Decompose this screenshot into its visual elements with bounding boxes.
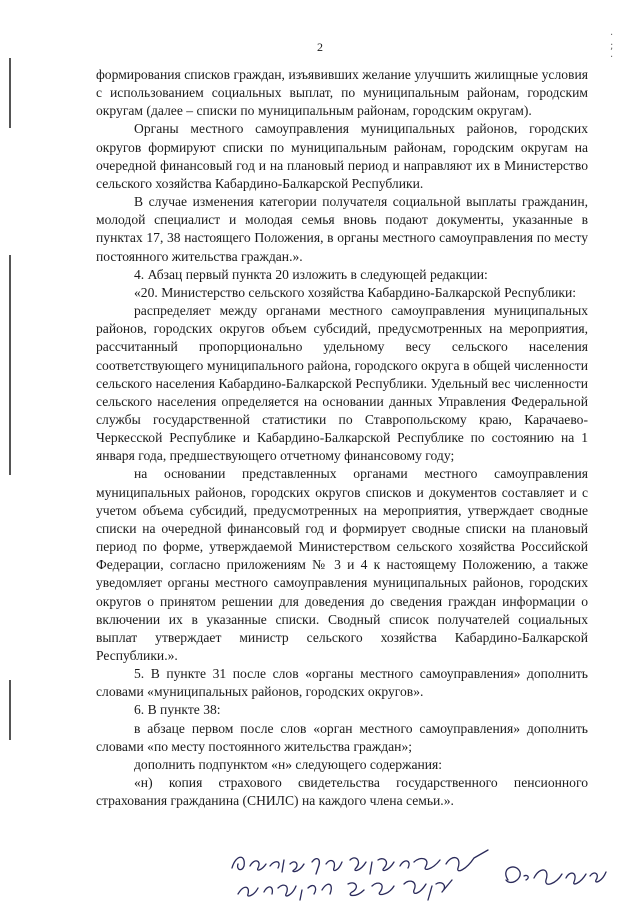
paragraph: Органы местного самоуправления муниципальных районов, городских округов формируют списки по муниципальным районам, городским округам на очередной финансовый год и на плановый период и направляют их в Министерство сельского хозяйства Кабардино-Балкарской Республики. bbox=[96, 121, 588, 191]
signature-scribble bbox=[0, 840, 640, 905]
handwritten-signature bbox=[0, 840, 640, 905]
paragraph: «н) копия страхового свидетельства государственного пенсионного страхования гражданина (СНИЛС) на каждого члена семьи.». bbox=[96, 775, 588, 809]
document-body bbox=[96, 66, 588, 810]
margin-rule-bottom bbox=[9, 680, 11, 740]
paragraph: на основании представленных органами местного самоуправления муниципальных районов, городских округов списков и документов составляет и с учетом объема субсидий, предусмотренных на мероприятия, утверждает сводные списки на очередной финансовый год и формирует сводные списки на плановый период по форме, утверждаемой Министерством сельского хозяйства Российской Федерации, согласно приложениям № 3 и 4 к настоящему Положению, а также уведомляет органы местного самоуправления муниципальных районов, городских округов о принятом решении для доведения до сведения граждан информации о включении их в указанные списки. Сводный список получателей социальных выплат утверждает министр сельского хозяйства Кабардино-Балкарской Республики.». bbox=[96, 466, 588, 663]
paragraph: 6. В пункте 38: bbox=[134, 702, 221, 718]
paragraph: 5. В пункте 31 после слов «органы местного самоуправления» дополнить словами «муниципальных районов, городских округов». bbox=[96, 666, 588, 700]
paragraph: распределяет между органами местного самоуправления муниципальных районов, городских округов объем субсидий, предусмотренных на мероприятия, рассчитанный пропорционально удельному весу сельского населения соответствующего муниципального района, городского округа в общей численности сельского населения Кабардино-Балкарской Республики. Удельный вес численности сельского населения определяется на основании данных Управления Федеральной службы государственной статистики по Ставропольскому краю, Карачаево-Черкесской Республике и Кабардино-Балкарской Республике по состоянию на 1 января года, предшествующего отчетному финансовому году; bbox=[96, 303, 588, 464]
page-number: 2 bbox=[317, 40, 323, 54]
paragraph: дополнить подпунктом «н» следующего содержания: bbox=[134, 756, 443, 772]
margin-rule-top bbox=[9, 58, 11, 128]
paragraph: 4. Абзац первый пункта 20 изложить в следующей редакции: bbox=[134, 266, 488, 282]
edge-mark: · ; · bbox=[610, 30, 614, 63]
paragraph: в абзаце первом после слов «орган местного самоуправления» дополнить словами «по месту постоянного жительства граждан»; bbox=[96, 720, 588, 754]
paragraph: «20. Министерство сельского хозяйства Кабардино-Балкарской Республики: bbox=[134, 284, 577, 300]
paragraph: формирования списков граждан, изъявивших желание улучшить жилищные условия с использованием социальных выплат, по муниципальным районам, городским округам (далее – списки по муниципальным районам, городским округам). bbox=[96, 67, 588, 119]
paragraph: В случае изменения категории получателя социальной выплаты гражданин, молодой специалист и молодая семья вновь подают документы, указанные в пунктах 17, 38 настоящего Положения, в органы местного самоуправления по месту постоянного жительства граждан.». bbox=[96, 194, 588, 264]
margin-rule-middle bbox=[9, 255, 11, 475]
